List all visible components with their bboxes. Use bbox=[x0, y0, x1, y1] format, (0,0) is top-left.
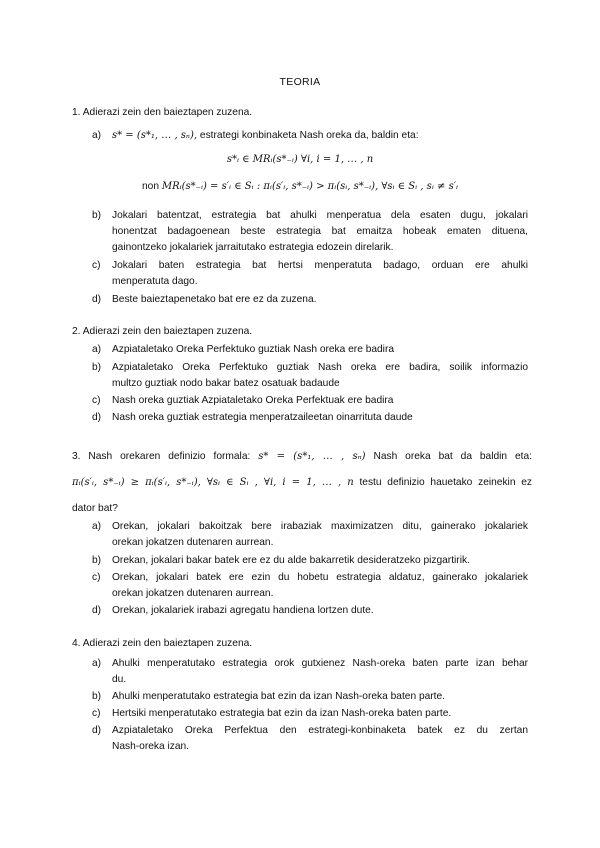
option-line: Nash-oreka izan. bbox=[112, 741, 190, 752]
question-1-option-c bbox=[92, 258, 528, 290]
question-4-option-c bbox=[92, 706, 528, 722]
option-line: Nash oreka guztiak estrategia menperatzaileetan oinarrituta daude bbox=[112, 412, 413, 423]
option-label: c) bbox=[92, 260, 101, 271]
option-line: Azpiataletako Oreka Perfektua den estrategi-konbinaketa batek ez du zertan bbox=[112, 725, 528, 736]
option-label: d) bbox=[92, 412, 102, 423]
option-label: b) bbox=[92, 362, 102, 373]
option-line: Orekan, jokalari bakoitzak bere irabaziak maximizatzen ditu, gainerako jokalariek bbox=[112, 521, 528, 532]
question-1-option-d bbox=[92, 292, 528, 308]
option-label: c) bbox=[92, 708, 101, 719]
formula-prefix: non bbox=[142, 181, 160, 192]
option-label: c) bbox=[92, 572, 101, 583]
option-label: b) bbox=[92, 691, 102, 702]
option-line: du. bbox=[112, 674, 127, 685]
option-line: multzo guztiak nodo bakar batez osatuak badaude bbox=[112, 378, 340, 389]
best-response-set-formula: MRᵢ(s*₋ᵢ) = s′ᵢ ∈ Sᵢ : πᵢ(s′ᵢ, s*₋ᵢ) > πᵢ(sᵢ, s*₋ᵢ), ∀sᵢ ∈ Sᵢ , sᵢ ≠ s′ᵢ bbox=[161, 181, 458, 192]
option-line: Azpiataletako Oreka Perfektuko guztiak Nash oreka ere badira bbox=[112, 344, 395, 355]
option-line: Ahulki menperatutako estrategia bat ezin da izan Nash-oreka baten parte. bbox=[112, 691, 445, 702]
option-text: estrategi konbinaketa Nash oreka da, baldin eta: bbox=[199, 130, 419, 141]
question-1-option-a bbox=[92, 128, 528, 144]
question-1-stem: 1. Adierazi zein den baieztapen zuzena. bbox=[72, 107, 253, 118]
question-3-option-c bbox=[92, 570, 528, 602]
option-line: Beste baieztapenetako bat ere ez da zuzena. bbox=[112, 294, 317, 305]
option-label: d) bbox=[92, 294, 102, 305]
option-line: gainontzeko jokalariek jarraitutako estrategia edozein direlarik. bbox=[112, 242, 394, 253]
page-title: TEORIA bbox=[279, 76, 321, 88]
option-line: orekan jokatzen dutenaren aurrean. bbox=[112, 537, 274, 548]
option-label: c) bbox=[92, 395, 101, 406]
option-line: Jokalari batentzat, estrategia bat ahulki menperatua dela esaten dugu, jokalari bbox=[112, 210, 528, 221]
option-label: a) bbox=[92, 521, 102, 532]
option-line: honentzat badagoenean beste estrategia bat emaitza hobeak ematen dituena, bbox=[112, 226, 528, 237]
option-line: orekan jokatzen dutenaren aurrean. bbox=[112, 588, 274, 599]
option-label: b) bbox=[92, 210, 102, 221]
strategy-profile-formula: s* = (s*₁, … , sₙ), bbox=[112, 130, 198, 141]
option-line: Orekan, jokalari bakar batek ere ez du alde bakarretik desideratzeko pizgartirik. bbox=[112, 555, 470, 566]
option-line: Hertsiki menperatutako estrategia bat ezin da izan Nash-oreka baten parte. bbox=[112, 708, 452, 719]
best-response-condition-formula: s*ᵢ ∈ MRᵢ(s*₋ᵢ) ∀i, i = 1, … , n bbox=[226, 154, 374, 165]
question-4-option-d bbox=[92, 723, 528, 755]
option-label: d) bbox=[92, 725, 102, 736]
stem-text: 3. Nash orekaren definizio formala: bbox=[72, 451, 251, 462]
option-label: a) bbox=[92, 658, 102, 669]
question-2-option-a bbox=[92, 342, 528, 358]
question-3-stem-line-1 bbox=[72, 450, 532, 464]
option-line: Nash oreka guztiak Azpiataletako Oreka Perfektuak ere badira bbox=[112, 395, 394, 406]
best-response-definition bbox=[0, 181, 600, 192]
question-3-option-b bbox=[92, 553, 528, 569]
question-2-option-d bbox=[92, 410, 528, 426]
question-4-stem: 4. Adierazi zein den baieztapen zuzena. bbox=[72, 638, 253, 649]
option-line: Jokalari baten estrategia bat hertsi menperatuta badago, orduan ere ahulki bbox=[112, 260, 528, 271]
question-4-option-b bbox=[92, 689, 528, 705]
option-line: Ahulki menperatutako estrategia orok gutxienez Nash-oreka baten parte izan behar bbox=[112, 658, 528, 669]
option-label: a) bbox=[92, 344, 102, 355]
payoff-inequality-formula: πᵢ(s′ᵢ, s*₋ᵢ) ≥ πᵢ(s′ᵢ, s*₋ᵢ), ∀sᵢ ∈ Sᵢ , ∀i, i = 1, … , n bbox=[72, 477, 354, 488]
option-label: d) bbox=[92, 605, 102, 616]
stem-text: Nash oreka bat da baldin eta: bbox=[373, 451, 532, 462]
question-1-option-b bbox=[92, 208, 528, 256]
option-line: Orekan, jokalari batek ere ezin du hobetu estrategia aldatuz, gainerako jokalariek bbox=[112, 572, 528, 583]
question-2-option-c bbox=[92, 393, 528, 409]
nash-profile-formula: s* = (s*₁, … , sₙ) bbox=[258, 451, 366, 462]
question-3-option-d bbox=[92, 603, 528, 619]
question-3-option-a bbox=[92, 519, 528, 551]
question-2-option-b bbox=[92, 360, 528, 392]
option-line: Azpiataletako Oreka Perfektuko guztiak Nash oreka ere badira, soilik informazio bbox=[112, 362, 528, 373]
option-line: menperatuta dago. bbox=[112, 276, 198, 287]
question-2-stem: 2. Adierazi zein den baieztapen zuzena. bbox=[72, 326, 253, 337]
question-3-stem-line-3: dator bat? bbox=[72, 503, 118, 514]
question-3-stem-line-2 bbox=[72, 476, 532, 490]
option-label: a) bbox=[92, 130, 102, 141]
stem-text: testu definizio hauetako zeinekin ez bbox=[359, 477, 532, 488]
option-label: b) bbox=[92, 555, 102, 566]
question-4-option-a bbox=[92, 656, 528, 688]
option-line: Orekan, jokalariek irabazi agregatu handiena lortzen dute. bbox=[112, 605, 374, 616]
